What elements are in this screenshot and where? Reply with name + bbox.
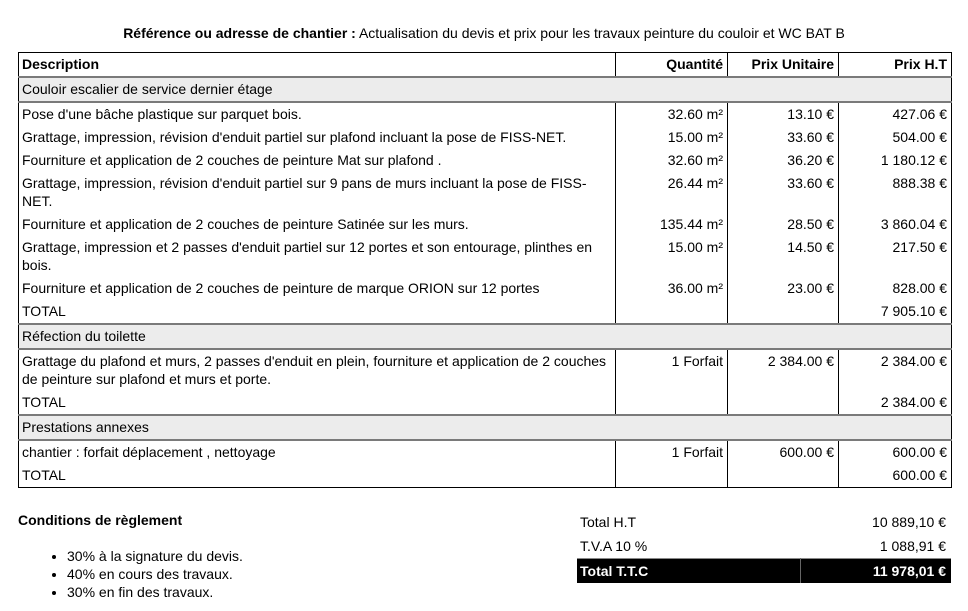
item-quantity: 15.00 m² <box>616 236 728 277</box>
item-total-ht: 828.00 € <box>839 277 952 300</box>
table-row <box>19 277 952 300</box>
item-total-ht: 217.50 € <box>839 236 952 277</box>
section-row <box>19 324 952 349</box>
item-total-ht: 2 384.00 € <box>839 349 952 391</box>
item-unit-price: 600.00 € <box>728 440 839 464</box>
section-total-row <box>19 391 952 415</box>
item-quantity: 135.44 m² <box>616 213 728 236</box>
item-total-ht: 427.06 € <box>839 102 952 126</box>
tva-label: T.V.A 10 % <box>580 538 648 554</box>
table-row <box>19 440 952 464</box>
empty-cell <box>728 300 839 324</box>
table-row <box>19 349 952 391</box>
payment-conditions-title: Conditions de règlement <box>18 512 183 528</box>
total-ht-label: Total H.T <box>580 514 637 530</box>
item-quantity: 32.60 m² <box>616 149 728 172</box>
section-total-value: 2 384.00 € <box>839 391 952 415</box>
table-row <box>19 213 952 236</box>
item-total-ht: 600.00 € <box>839 440 952 464</box>
empty-cell <box>616 300 728 324</box>
total-ht-row <box>577 510 951 534</box>
reference-value: Actualisation du devis et prix pour les travaux peinture du couloir et WC BAT B <box>358 25 845 41</box>
payment-conditions-list <box>18 547 243 601</box>
item-unit-price: 36.20 € <box>728 149 839 172</box>
section-total-value: 600.00 € <box>839 464 952 488</box>
quote-table <box>18 52 952 488</box>
section-total-label: TOTAL <box>19 391 616 415</box>
item-quantity: 32.60 m² <box>616 102 728 126</box>
item-quantity: 15.00 m² <box>616 126 728 149</box>
item-total-ht: 888.38 € <box>839 172 952 213</box>
item-unit-price: 23.00 € <box>728 277 839 300</box>
tva-row <box>577 534 951 559</box>
empty-cell <box>728 391 839 415</box>
table-row <box>19 102 952 126</box>
table-row <box>19 126 952 149</box>
section-row <box>19 415 952 440</box>
table-row <box>19 149 952 172</box>
item-unit-price: 13.10 € <box>728 102 839 126</box>
item-unit-price: 33.60 € <box>728 126 839 149</box>
item-total-ht: 1 180.12 € <box>839 149 952 172</box>
section-title: Réfection du toilette <box>19 324 952 349</box>
item-description: Fourniture et application de 2 couches de peinture Mat sur plafond . <box>19 149 616 172</box>
header-unit-price: Prix Unitaire <box>728 53 839 78</box>
payment-condition-item: • 30% en fin des travaux. <box>67 583 243 601</box>
header-total-ht: Prix H.T <box>839 53 952 78</box>
section-total-label: TOTAL <box>19 300 616 324</box>
totals-summary <box>577 510 951 583</box>
payment-condition-item: • 30% à la signature du devis. <box>67 547 243 565</box>
item-unit-price: 14.50 € <box>728 236 839 277</box>
payment-condition-item: • 40% en cours des travaux. <box>67 565 243 583</box>
tva-value: 1 088,91 € <box>879 538 946 554</box>
section-title: Couloir escalier de service dernier étage <box>19 77 952 102</box>
empty-cell <box>616 391 728 415</box>
item-description: Pose d'une bâche plastique sur parquet bois. <box>19 102 616 126</box>
item-description: Fourniture et application de 2 couches de peinture Satinée sur les murs. <box>19 213 616 236</box>
item-description: Grattage, impression et 2 passes d'enduit partiel sur 12 portes et son entourage, plinthes en bois. <box>19 236 616 277</box>
item-description: Fourniture et application de 2 couches de peinture de marque ORION sur 12 portes <box>19 277 616 300</box>
header-quantity: Quantité <box>616 53 728 78</box>
item-quantity: 1 Forfait <box>616 349 728 391</box>
item-quantity: 26.44 m² <box>616 172 728 213</box>
table-header-row <box>19 53 952 78</box>
item-description: Grattage, impression, révision d'enduit partiel sur 9 pans de murs incluant la pose de FISS-NET. <box>19 172 616 213</box>
section-total-value: 7 905.10 € <box>839 300 952 324</box>
reference-label: Référence ou adresse de chantier : <box>123 25 356 41</box>
item-description: Grattage du plafond et murs, 2 passes d'enduit en plein, fourniture et application de 2 couches de peinture sur plafond et murs et porte. <box>19 349 616 391</box>
reference-line <box>0 24 968 42</box>
table-row <box>19 236 952 277</box>
item-unit-price: 33.60 € <box>728 172 839 213</box>
empty-cell <box>616 464 728 488</box>
table-row <box>19 172 952 213</box>
item-total-ht: 504.00 € <box>839 126 952 149</box>
total-ht-value: 10 889,10 € <box>872 514 946 530</box>
empty-cell <box>728 464 839 488</box>
item-total-ht: 3 860.04 € <box>839 213 952 236</box>
item-unit-price: 28.50 € <box>728 213 839 236</box>
header-description: Description <box>19 53 616 78</box>
section-total-row <box>19 300 952 324</box>
item-description: Grattage, impression, révision d'enduit partiel sur plafond incluant la pose de FISS-NET. <box>19 126 616 149</box>
item-unit-price: 2 384.00 € <box>728 349 839 391</box>
item-description: chantier : forfait déplacement , nettoyage <box>19 440 616 464</box>
section-title: Prestations annexes <box>19 415 952 440</box>
total-ttc-label: Total T.T.C <box>577 559 800 584</box>
section-total-row <box>19 464 952 488</box>
total-ttc-value: 11 978,01 € <box>800 559 951 584</box>
total-ttc-row <box>577 559 951 584</box>
section-row <box>19 77 952 102</box>
section-total-label: TOTAL <box>19 464 616 488</box>
item-quantity: 36.00 m² <box>616 277 728 300</box>
item-quantity: 1 Forfait <box>616 440 728 464</box>
